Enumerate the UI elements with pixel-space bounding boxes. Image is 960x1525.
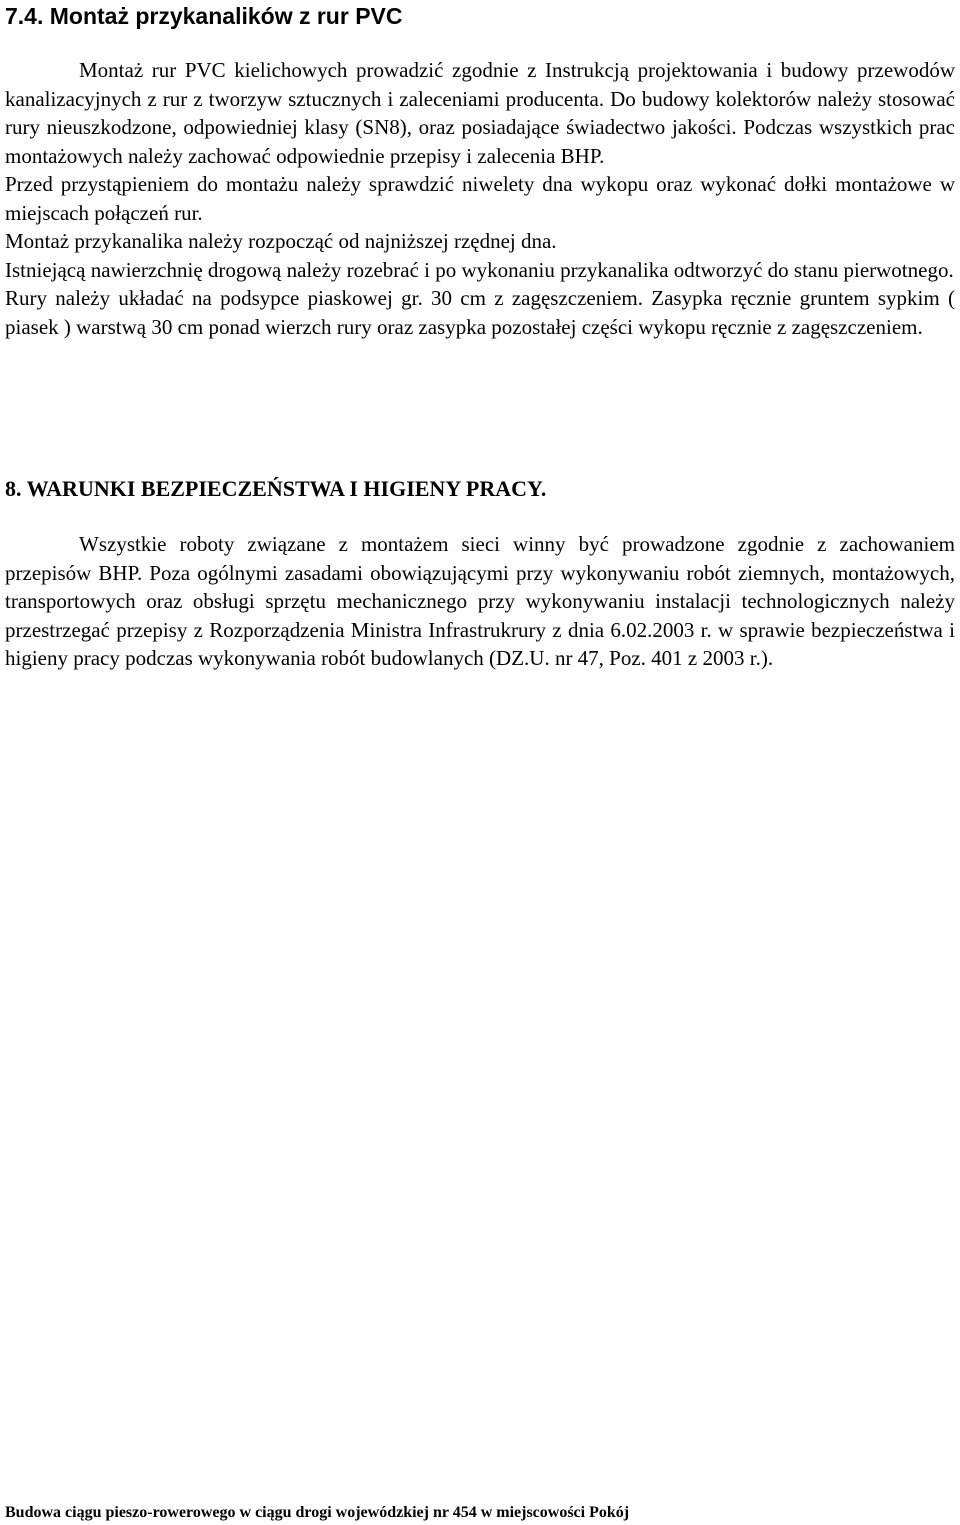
- section-7-4-body: [5, 56, 955, 341]
- section-8-body: [5, 530, 955, 673]
- paragraph-warunki-bhp: Wszystkie roboty związane z montażem sieci winny być prowadzone zgodnie z zachowaniem przepisów BHP. Poza ogólnymi zasadami obowiązującymi przy wykonywaniu robót ziemnych, montażowych, transportowych oraz obsługi sprzętu mechanicznego przy wykonywaniu instalacji technologicznych należy przestrzegać przepisy z Rozporządzenia Ministra Infrastrukrury z dnia 6.02.2003 r. w sprawie bezpieczeństwa i higieny pracy podczas wykonywania robót budowlanych (DZ.U. nr 47, Poz. 401 z 2003 r.).: [5, 532, 955, 670]
- page-footer: Budowa ciągu pieszo-rowerowego w ciągu drogi wojewódzkiej nr 454 w miejscowości Pokój: [5, 1504, 630, 1521]
- paragraph-nawierzchnia: Istniejącą nawierzchnię drogową należy rozebrać i po wykonaniu przykanalika odtworzyć do stanu pierwotnego.: [5, 257, 954, 282]
- paragraph-montaz-przykanalika: Montaż przykanalika należy rozpocząć od najniższej rzędnej dna.: [5, 229, 557, 253]
- paragraph-montaz-rur: Montaż rur PVC kielichowych prowadzić zgodnie z Instrukcją projektowania i budowy przewodów kanalizacyjnych z rur z tworzyw sztucznych i zaleceniami producenta. Do budowy kolektorów należy stosować rury nieuszkodzone, odpowiedniej klasy (SN8), oraz posiadające świadectwo jakości. Podczas wszystkich prac montażowych należy zachować odpowiednie przepisy i zalecenia BHP.: [5, 58, 955, 168]
- section-heading-7-4: 7.4. Montaż przykanalików z rur PVC: [5, 3, 403, 29]
- section-heading-8: 8. WARUNKI BEZPIECZEŃSTWA I HIGIENY PRACY.: [5, 476, 547, 501]
- paragraph-przed-przystapieniem: Przed przystąpieniem do montażu należy sprawdzić niwelety dna wykopu oraz wykonać dołki montażowe w miejscach połączeń rur.: [5, 172, 955, 225]
- paragraph-rury-podsypka: Rury należy układać na podsypce piaskowej gr. 30 cm z zagęszczeniem. Zasypka ręcznie gruntem sypkim ( piasek ) warstwą 30 cm ponad wierzch rury oraz zasypka pozostałej części wykopu ręcznie z zagęszczeniem.: [5, 286, 955, 339]
